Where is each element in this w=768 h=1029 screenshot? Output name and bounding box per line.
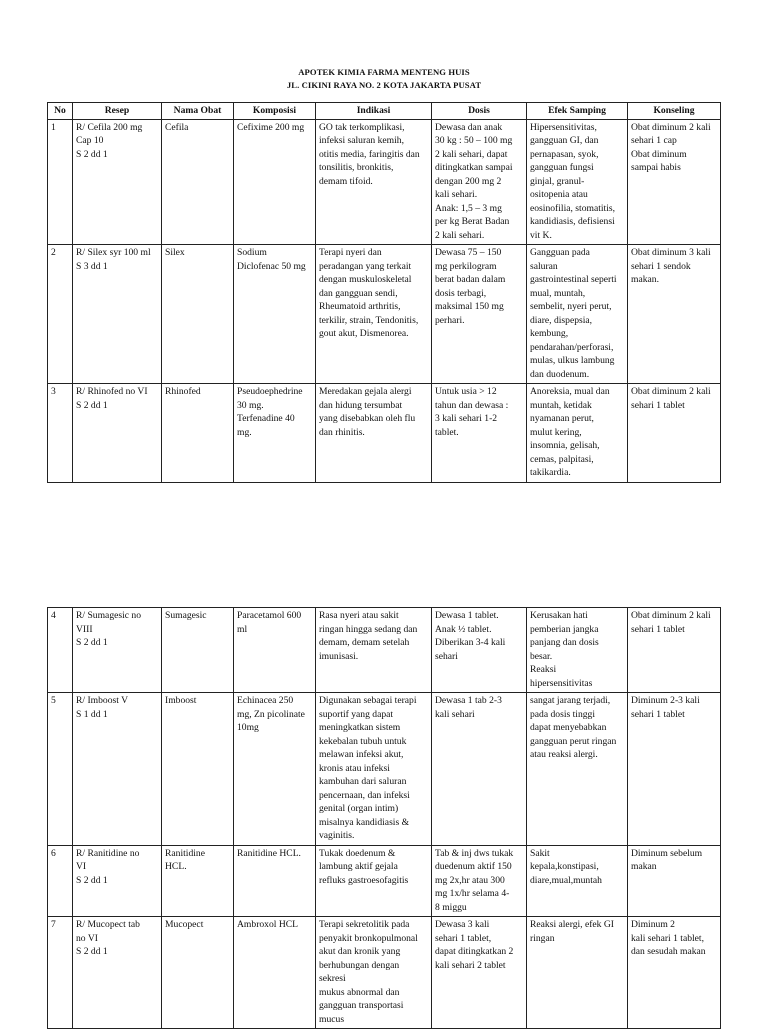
col-header-konseling: Konseling xyxy=(628,103,721,120)
cell-dosis: Dewasa 1 tablet. Anak ½ tablet. Diberikan 3-4 kali sehari xyxy=(432,608,527,693)
cell-no: 1 xyxy=(48,119,73,245)
cell-komposisi: Pseudoephedrine 30 mg. Terfenadine 40 mg. xyxy=(234,384,316,483)
cell-no: 7 xyxy=(48,917,73,1029)
cell-dosis: Dewasa dan anak 30 kg : 50 – 100 mg 2 kali sehari, dapat ditingkatkan sampai dengan 200 mg 2 kali sehari. Anak: 1,5 – 3 mg per kg Berat Badan 2 kali sehari. xyxy=(432,119,527,245)
col-header-dosis: Dosis xyxy=(432,103,527,120)
table-row xyxy=(48,693,721,846)
cell-efek-samping: Hipersensitivitas, gangguan GI, dan pernapasan, syok, gangguan fungsi ginjal, granul- ositopenia atau eosinofilia, stomatitis, kandidiasis, defisiensi vit K. xyxy=(527,119,628,245)
cell-indikasi: Rasa nyeri atau sakit ringan hingga sedang dan demam, demam setelah imunisasi. xyxy=(316,608,432,693)
table-row xyxy=(48,119,721,245)
cell-no: 2 xyxy=(48,245,73,384)
col-header-no: No xyxy=(48,103,73,120)
cell-nama-obat: Mucopect xyxy=(162,917,234,1029)
table-header-row xyxy=(48,103,721,120)
table-row xyxy=(48,845,721,917)
cell-konseling: Obat diminum 2 kali sehari 1 cap Obat diminum sampai habis xyxy=(628,119,721,245)
cell-konseling: Obat diminum 2 kali sehari 1 tablet xyxy=(628,384,721,483)
col-header-komposisi: Komposisi xyxy=(234,103,316,120)
cell-resep: R/ Silex syr 100 ml S 3 dd 1 xyxy=(73,245,162,384)
cell-no: 3 xyxy=(48,384,73,483)
document-header xyxy=(0,66,768,92)
col-header-resep: Resep xyxy=(73,103,162,120)
cell-nama-obat: Sumagesic xyxy=(162,608,234,693)
cell-komposisi: Cefixime 200 mg xyxy=(234,119,316,245)
cell-resep: R/ Cefila 200 mg Cap 10 S 2 dd 1 xyxy=(73,119,162,245)
cell-konseling: Diminum 2-3 kali sehari 1 tablet xyxy=(628,693,721,846)
cell-konseling: Obat diminum 2 kali sehari 1 tablet xyxy=(628,608,721,693)
cell-no: 6 xyxy=(48,845,73,917)
cell-efek-samping: Sakit kepala,konstipasi, diare,mual,muntah xyxy=(527,845,628,917)
cell-no: 5 xyxy=(48,693,73,846)
cell-indikasi: Meredakan gejala alergi dan hidung tersumbat yang disebabkan oleh flu dan rhinitis. xyxy=(316,384,432,483)
cell-dosis: Dewasa 75 – 150 mg perkilogram berat badan dalam dosis terbagi, maksimal 150 mg perhari. xyxy=(432,245,527,384)
cell-efek-samping: Gangguan pada saluran gastrointestinal seperti mual, muntah, sembelit, nyeri perut, diare, dispepsia, kembung, pendarahan/perforasi, mulas, ulkus lambung dan duodenum. xyxy=(527,245,628,384)
cell-komposisi: Paracetamol 600 ml xyxy=(234,608,316,693)
cell-indikasi: GO tak terkomplikasi, infeksi saluran kemih, otitis media, faringitis dan tonsilitis, bronkitis, demam tifoid. xyxy=(316,119,432,245)
cell-resep: R/ Ranitidine no VI S 2 dd 1 xyxy=(73,845,162,917)
cell-resep: R/ Mucopect tab no VI S 2 dd 1 xyxy=(73,917,162,1029)
table-row xyxy=(48,384,721,483)
table-row xyxy=(48,917,721,1029)
cell-komposisi: Ambroxol HCL xyxy=(234,917,316,1029)
col-header-nama-obat: Nama Obat xyxy=(162,103,234,120)
cell-dosis: Dewasa 3 kali sehari 1 tablet, dapat ditingkatkan 2 kali sehari 2 tablet xyxy=(432,917,527,1029)
cell-nama-obat: Silex xyxy=(162,245,234,384)
cell-resep: R/ Sumagesic no VIII S 2 dd 1 xyxy=(73,608,162,693)
cell-komposisi: Echinacea 250 mg, Zn picolinate 10mg xyxy=(234,693,316,846)
cell-dosis: Tab & inj dws tukak duedenum aktif 150 mg 2x,hr atau 300 mg 1x/hr selama 4- 8 miggu xyxy=(432,845,527,917)
cell-indikasi: Terapi sekretolitik pada penyakit bronkopulmonal akut dan kronik yang berhubungan dengan sekresi mukus abnormal dan gangguan transportasi mucus xyxy=(316,917,432,1029)
cell-nama-obat: Rhinofed xyxy=(162,384,234,483)
table-row xyxy=(48,245,721,384)
cell-efek-samping: Anoreksia, mual dan muntah, ketidak nyamanan perut, mulut kering, insomnia, gelisah, cemas, palpitasi, takikardia. xyxy=(527,384,628,483)
table-row xyxy=(48,608,721,693)
cell-konseling: Diminum 2 kali sehari 1 tablet, dan sesudah makan xyxy=(628,917,721,1029)
cell-resep: R/ Rhinofed no VI S 2 dd 1 xyxy=(73,384,162,483)
cell-nama-obat: Imboost xyxy=(162,693,234,846)
cell-dosis: Untuk usia > 12 tahun dan dewasa : 3 kali sehari 1-2 tablet. xyxy=(432,384,527,483)
cell-indikasi: Tukak doedenum & lambung aktif gejala refluks gastroesofagitis xyxy=(316,845,432,917)
col-header-indikasi: Indikasi xyxy=(316,103,432,120)
cell-efek-samping: Reaksi alergi, efek GI ringan xyxy=(527,917,628,1029)
pharmacy-name: APOTEK KIMIA FARMA MENTENG HUIS xyxy=(298,67,470,77)
cell-konseling: Obat diminum 3 kali sehari 1 sendok makan. xyxy=(628,245,721,384)
cell-nama-obat: Cefila xyxy=(162,119,234,245)
cell-indikasi: Digunakan sebagai terapi suportif yang dapat meningkatkan sistem kekebalan tubuh untuk melawan infeksi akut, kronis atau infeksi kambuhan dari saluran pencernaan, dan infeksi genital (organ intim) misalnya kandidiasis & vaginitis. xyxy=(316,693,432,846)
cell-efek-samping: sangat jarang terjadi, pada dosis tinggi dapat menyebabkan gangguan perut ringan atau reaksi alergi. xyxy=(527,693,628,846)
medication-table-page-2 xyxy=(47,607,721,1029)
cell-no: 4 xyxy=(48,608,73,693)
cell-indikasi: Terapi nyeri dan peradangan yang terkait dengan muskuloskeletal dan gangguan sendi, Rheumatoid arthritis, terkilir, strain, Tendonitis, gout akut, Dismenorea. xyxy=(316,245,432,384)
col-header-efek-samping: Efek Samping xyxy=(527,103,628,120)
cell-efek-samping: Kerusakan hati pemberian jangka panjang dan dosis besar. Reaksi hipersensitivitas xyxy=(527,608,628,693)
medication-table-page-1 xyxy=(47,102,721,483)
cell-nama-obat: Ranitidine HCL. xyxy=(162,845,234,917)
cell-komposisi: Sodium Diclofenac 50 mg xyxy=(234,245,316,384)
cell-resep: R/ Imboost V S 1 dd 1 xyxy=(73,693,162,846)
pharmacy-address: JL. CIKINI RAYA NO. 2 KOTA JAKARTA PUSAT xyxy=(286,80,482,90)
cell-konseling: Diminum sebelum makan xyxy=(628,845,721,917)
cell-komposisi: Ranitidine HCL. xyxy=(234,845,316,917)
cell-dosis: Dewasa 1 tab 2-3 kali sehari xyxy=(432,693,527,846)
